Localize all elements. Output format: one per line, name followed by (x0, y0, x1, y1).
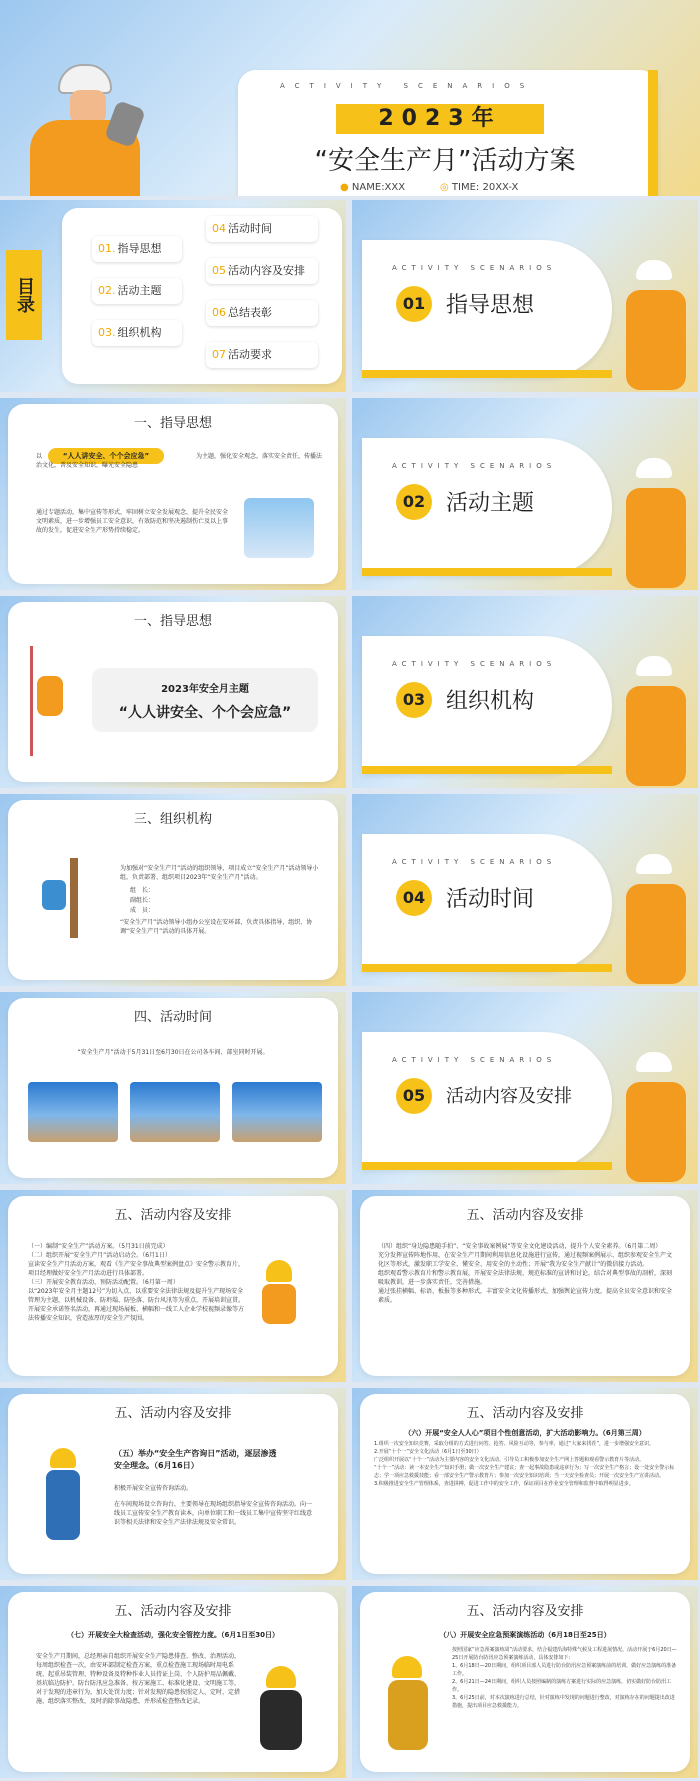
slide-title: 五、活动内容及安排 (466, 1208, 584, 1223)
worker-illustration (622, 1052, 692, 1182)
slide-time[interactable] (0, 992, 346, 1184)
cover-time: ◎ TIME: 20XX-X (440, 182, 519, 193)
section-title: 活动内容及安排 (446, 1086, 572, 1107)
section-tag: ACTIVITY SCENARIOS (392, 858, 557, 866)
slide-title: 四、活动时间 (133, 1010, 212, 1025)
section-number: 04 (396, 880, 432, 916)
toc-item-2[interactable]: 02. 活动主题 (92, 278, 182, 304)
photo-1 (28, 1082, 118, 1142)
section-head: （五）举办“安全生产咨询日”活动，逐层渗透安全理念。（6月16日） (114, 1449, 277, 1470)
cover-year: 2023年 (336, 104, 544, 134)
section-number: 01 (396, 286, 432, 322)
body-text: （四）组织“身边隐患随手拍”、“安全事故案例展”等安全文化建设活动，提升个人安全素养。（6月第二周） 充分发挥宣传阵地作用，在安全生产月期间利用信息化设施进行宣传，通过视频案例展示、组织参观安全生产文化区等形式，激发职工学安全、懂安全、用安全的主动性；开展“我为安全生产献计”的微信接力活动。 组织观看警示教育片和警示教育展，开展安全法律法规、规范标准的宣讲和讨论，结合对典型事故的剖析，深刻吸取教训，进一步落实责任，完善措施。 通过张挂横幅、标语、板报等多种形式，丰富安全文化传播形式，加强舆论宣传力度，提高全员安全意识和安全素质。 (378, 1243, 673, 1304)
org-deputy: 副组长： (130, 897, 155, 904)
cover-title: “安全生产月”活动方案 (314, 146, 576, 176)
slide-title: 一、指导思想 (133, 416, 212, 431)
section-tag: ACTIVITY SCENARIOS (392, 1056, 557, 1064)
section-slide-03[interactable] (352, 596, 698, 788)
section-number: 03 (396, 682, 432, 718)
section-head: （六）开展“安全人人心”项目个性创意活动，扩大活动影响力。（6月第三周） (404, 1429, 646, 1437)
toc-slide[interactable] (0, 200, 346, 392)
section-slide-04[interactable] (352, 794, 698, 986)
slide-title: 五、活动内容及安排 (466, 1604, 584, 1619)
slide-organization[interactable] (0, 794, 346, 986)
slide-title: 五、活动内容及安排 (466, 1406, 584, 1421)
slide-content-d[interactable] (352, 1388, 698, 1580)
section-number: 02 (396, 484, 432, 520)
body-text: （一）编制“安全生产”活动方案。（5月31日前完成） （二）组织开展“安全生产月”活动启动会。（6月1日） 宣读安全生产月活动方案，观看《生产安全事故典型案例盘点》安全警示教育片，项目经理做好安全生产月活动进行具体部署。 （三）开展安全教育活动、预防活动配置。（6月第一周） 以“2023年安全月主题12号”为切入点，以重要安全法律法规及提升生产现场安全管理为主题，以机械设备、防坍塌、防坠落、防台风汛等为重点，开展培训宣贯。开展安全承诺签名活动，再通过现场展板、横幅和一线工人企业学校视频录像等方法传播安全知识，营造浓厚的安全生产氛围。 (28, 1243, 245, 1322)
city-illustration (244, 498, 314, 558)
slide-content-c[interactable] (0, 1388, 346, 1580)
worker-illustration (622, 854, 692, 984)
cover-slide[interactable] (0, 0, 700, 196)
section-head: （七）开展安全大检查活动，强化安全管控力度。（6月1日至30日） (67, 1631, 279, 1639)
climber-illustration (30, 646, 70, 756)
toc-item-1[interactable]: 01. 指导思想 (92, 236, 182, 262)
worker-illustration (10, 64, 160, 194)
clock-icon: ◎ (440, 182, 449, 193)
worker-illustration (622, 260, 692, 390)
toc-item-6[interactable]: 06 总结表彰 (206, 300, 318, 326)
org-leader: 组 长： (130, 887, 155, 894)
org-text-1: 为加强对“安全生产月”活动的组织领导，项目成立“安全生产月”活动领导小组，负责部署、组织项目2023年“安全生产月”活动。 (120, 865, 319, 881)
ladder-worker-illustration (256, 1260, 312, 1340)
slide-title: 五、活动内容及安排 (114, 1208, 232, 1223)
slide-guiding-2[interactable] (0, 596, 346, 788)
section-slide-05[interactable] (352, 992, 698, 1184)
body-text: 按照国家“应急预案演练周”活动要求，结合福建沿海特殊气候及工程进展情况，活动开展于6月20日—25日开展防台防汛应急预案演练活动，具体安排如下： 1、6月18日—20日期间，组织项目部人员进行防台防汛应急预案演练前的培训，做好应急演练的准备工作。 2、6月21日—24日期间，组织人员按照编制的演练方案进行实际的应急演练，切实做好防台防汛工作。 3、6月25日前，对本次演练进行总结，针对演练中发现的问题进行整改，对演练存在的问题提出改进措施，提出项目应急救援能力。 (452, 1647, 677, 1709)
slide-content-a[interactable] (0, 1190, 346, 1382)
section-title: 组织机构 (446, 689, 535, 714)
firefighter-illustration (380, 1656, 436, 1756)
theme-heading: 2023年安全月主题 (161, 684, 249, 695)
section-number: 05 (396, 1078, 432, 1114)
section-head: （八）开展安全应急预案演练活动（6月18日至25日） (439, 1631, 611, 1639)
section-title: 活动主题 (446, 491, 535, 516)
section-tag: ACTIVITY SCENARIOS (392, 660, 557, 668)
hammer-worker-illustration (36, 1448, 96, 1548)
slide-title: 一、指导思想 (133, 614, 212, 629)
section-slide-02[interactable] (352, 398, 698, 590)
toc-heading: 目录 (6, 250, 42, 340)
slide-content-b[interactable] (352, 1190, 698, 1382)
slide-title: 五、活动内容及安排 (114, 1604, 232, 1619)
user-icon: ● (340, 182, 349, 193)
cover-name: ● NAME:XXX (340, 182, 406, 193)
body-text: 1.组织一次安全知识竞赛，采取分组的方式进行问答、抢答、风险互动等，参与率，通过“大家来找茬”，进一步增强安全意识。 2.开展“十个一”安全文化活动（6月1日至30日） 广泛组织开展以“十个一”活动为主要内容的安全文化活动，引导员工积极参加安全生产网上答题和观看警示教育片等活动。 “十个一”活动：读一本安全生产知识手册；做一次安全生产建议；查一起事故隐患或违章行为；写一次安全生产格言；设一处安全警示标志；学一项应急救援技能；看一部安全生产警示教育片；参加一次安全知识培训；当一天安全检查员；开展一次安全生产宣讲活动。 3.积极推进安全生产管理体系，查进拼搏，促进工作中的安全工作，保证项目在作业安全管理和监督中取得明显进步。 (374, 1441, 675, 1487)
inspector-illustration (252, 1666, 312, 1756)
slide-content-f[interactable] (352, 1586, 698, 1778)
slide-title: 五、活动内容及安排 (114, 1406, 232, 1421)
toc-item-4[interactable]: 04 活动时间 (206, 216, 318, 242)
body-text: 在车间现场设立咨询台，主要领导在现场组织指导安全宣传咨询活动。向一线员工宣传安全生产教育读本，向单位职工和一线员工集中宣传坚守红线意识等相关法律和安全生产法律法规及安全常识。 (114, 1501, 313, 1526)
slide-content-e[interactable] (0, 1586, 346, 1778)
body-text: 通过专题活动，集中宣传等形式，牢固树立安全发展观念，提升全民安全文明素质，进一步增强员工安全意识，有效防范和坚决遏制伤亡及以上事故的发生，促进安全生产形势持续稳定。 (36, 509, 229, 534)
slide-guiding-1[interactable] (0, 398, 346, 590)
intro-prefix: 以 (36, 453, 43, 460)
worker-illustration (622, 458, 692, 588)
toc-item-5[interactable]: 05 活动内容及安排 (206, 258, 318, 284)
section-tag: ACTIVITY SCENARIOS (392, 264, 557, 272)
intro-text: 为主题，强化安全观念，落实安全责任，传播法治文化，普及安全知识，曝光安全隐患 (36, 453, 323, 469)
theme-slogan: “人人讲安全、个个会应急” (118, 705, 292, 721)
org-text-2: “安全生产月”活动领导小组办公室设在安环部，负责具体指导、组织、协调“安全生产月”活动的具体开展。 (120, 919, 313, 935)
cover-tag: ACTIVITY SCENARIOS (280, 82, 535, 90)
toc-item-3[interactable]: 03. 组织机构 (92, 320, 182, 346)
org-members: 成 员： (130, 907, 155, 914)
section-title: 活动时间 (446, 887, 535, 912)
photo-2 (130, 1082, 220, 1142)
theme-box (92, 668, 318, 732)
theme-pill: “人人讲安全、个个会应急” (48, 448, 164, 464)
pole-worker-illustration (30, 858, 86, 938)
worker-illustration (622, 656, 692, 786)
body-text: 安全生产月期间，总经理亲自组织开展安全生产隐患排查、整改、治理活动，每周组织检查一次，由安环部制定检查方案，重点检查施工现场临时用电系统、起重吊装管理、特种设备及特种作业人员持证上岗、个人防护用品佩戴、基坑临边防护、防台防汛应急准备、按方案施工、标准化建设、文明施工等，对于发现的违章行为，加大处罚力度；针对发现的隐患按照定人、定时、定措施、组织落实整改，及时消除事故隐患，并形成检查整改记录。 (36, 1653, 241, 1705)
toc-item-7[interactable]: 07 活动要求 (206, 342, 318, 368)
photo-3 (232, 1082, 322, 1142)
slide-title: 三、组织机构 (133, 812, 212, 827)
sub-text: 积极开展安全宣传咨询活动。 (114, 1485, 193, 1492)
section-tag: ACTIVITY SCENARIOS (392, 462, 557, 470)
time-text: “安全生产月”活动于5月31日至6月30日在公司各车间、部室同时开展。 (77, 1049, 269, 1056)
section-slide-01[interactable] (352, 200, 698, 392)
section-title: 指导思想 (446, 293, 535, 318)
